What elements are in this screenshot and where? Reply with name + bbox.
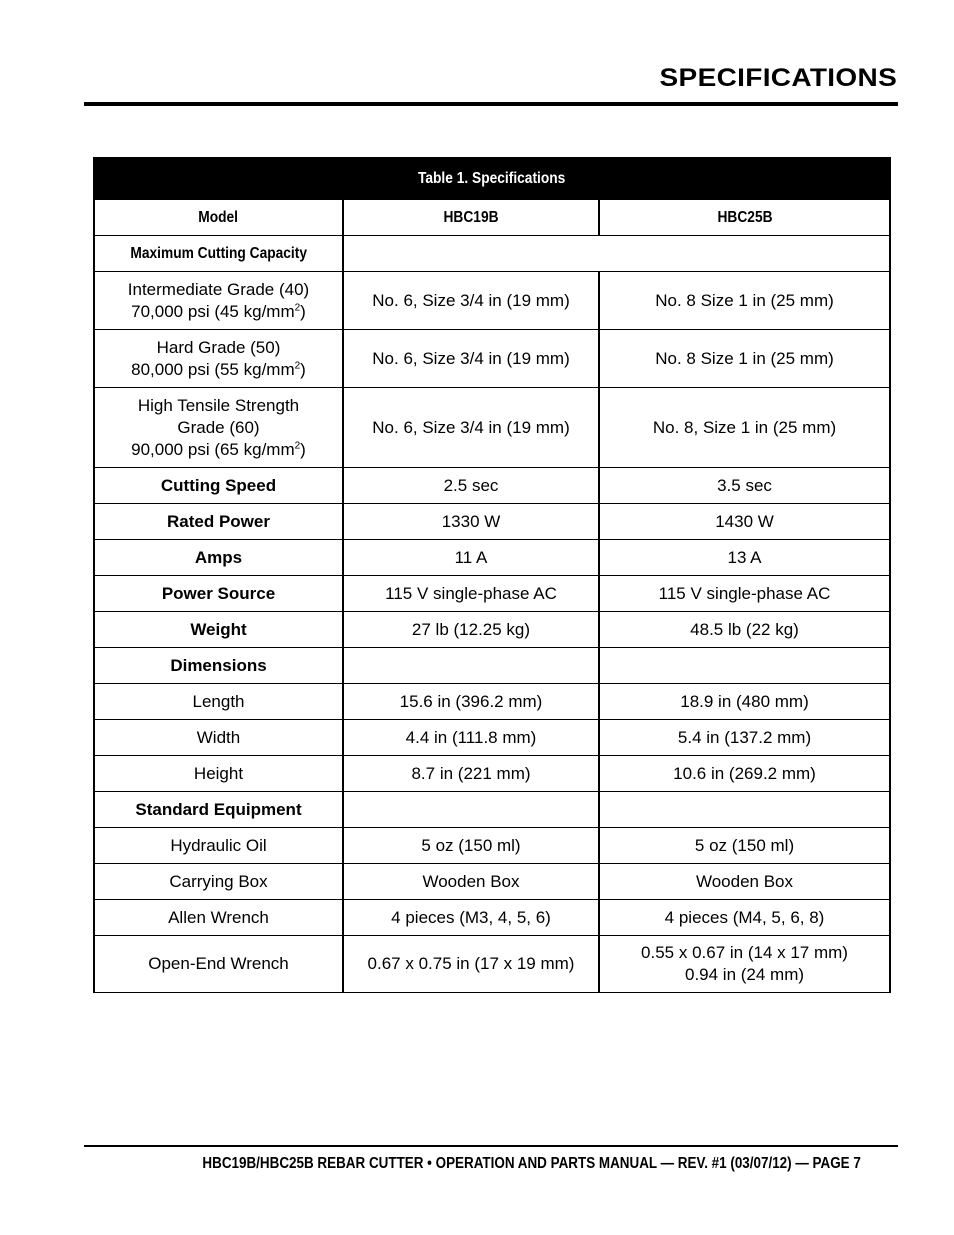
cell-value: 15.6 in (396.2 mm) <box>343 684 599 720</box>
table-row <box>94 648 890 684</box>
cell-value: 5.4 in (137.2 mm) <box>599 720 890 756</box>
table-row <box>94 330 890 388</box>
row-label: Length <box>94 684 343 720</box>
cell-value: 115 V single-phase AC <box>343 576 599 612</box>
table-row <box>94 828 890 864</box>
column-header-model: Model <box>94 200 343 236</box>
cell-value: 0.67 x 0.75 in (17 x 19 mm) <box>343 936 599 993</box>
row-label: Cutting Speed <box>94 468 343 504</box>
table-header-row <box>94 200 890 236</box>
cell-value: 0.55 x 0.67 in (14 x 17 mm) 0.94 in (24 mm) <box>599 936 890 993</box>
section-label-standard-equipment: Standard Equipment <box>94 792 343 828</box>
table-row <box>94 468 890 504</box>
row-label: Amps <box>94 540 343 576</box>
cell-value: Wooden Box <box>599 864 890 900</box>
row-label: Allen Wrench <box>94 900 343 936</box>
row-label: Height <box>94 756 343 792</box>
table-row <box>94 576 890 612</box>
table-row <box>94 540 890 576</box>
footer-rule <box>84 1145 898 1147</box>
specifications-table <box>93 157 891 993</box>
page-footer: HBC19B/HBC25B REBAR CUTTER • OPERATION AND PARTS MANUAL — REV. #1 (03/07/12) — PAGE 7 <box>202 1155 861 1172</box>
table-row <box>94 864 890 900</box>
table-row <box>94 684 890 720</box>
row-label: Open-End Wrench <box>94 936 343 993</box>
table-row <box>94 272 890 330</box>
cell-value: 8.7 in (221 mm) <box>343 756 599 792</box>
column-header-hbc19b: HBC19B <box>343 200 599 236</box>
cell-value: No. 8 Size 1 in (25 mm) <box>599 330 890 388</box>
table-row <box>94 612 890 648</box>
row-label: Rated Power <box>94 504 343 540</box>
cell-value: 18.9 in (480 mm) <box>599 684 890 720</box>
cell-value: 11 A <box>343 540 599 576</box>
row-label: High Tensile Strength Grade (60) 90,000 psi (65 $kg/mm^2$) <box>94 388 343 468</box>
cell-value: 2.5 sec <box>343 468 599 504</box>
cell-value: No. 6, Size 3/4 in (19 mm) <box>343 272 599 330</box>
table-caption: Table 1. Specifications <box>94 158 890 200</box>
table-row <box>94 900 890 936</box>
cell-value: Wooden Box <box>343 864 599 900</box>
table-row <box>94 236 890 272</box>
cell-value: No. 8 Size 1 in (25 mm) <box>599 272 890 330</box>
row-label: Width <box>94 720 343 756</box>
column-header-hbc25b: HBC25B <box>599 200 890 236</box>
table-row <box>94 756 890 792</box>
page-title: SPECIFICATIONS <box>659 64 897 92</box>
cell-value: 4.4 in (111.8 mm) <box>343 720 599 756</box>
cell-value: 48.5 lb (22 kg) <box>599 612 890 648</box>
cell-value: 5 oz (150 ml) <box>599 828 890 864</box>
table-row <box>94 504 890 540</box>
table-row <box>94 720 890 756</box>
cell-value: 13 A <box>599 540 890 576</box>
cell-value: 115 V single-phase AC <box>599 576 890 612</box>
cell-value: 4 pieces (M4, 5, 6, 8) <box>599 900 890 936</box>
row-label: Weight <box>94 612 343 648</box>
row-label: Hard Grade (50) 80,000 psi (55 $kg/mm^2$) <box>94 330 343 388</box>
cell-value: 3.5 sec <box>599 468 890 504</box>
table-row <box>94 388 890 468</box>
row-label: Carrying Box <box>94 864 343 900</box>
header-rule <box>84 102 898 106</box>
row-label: Intermediate Grade (40) 70,000 psi (45 $kg/mm^2$) <box>94 272 343 330</box>
cell-value: 1330 W <box>343 504 599 540</box>
cell-value: 10.6 in (269.2 mm) <box>599 756 890 792</box>
section-label-cutting-capacity: Maximum Cutting Capacity <box>94 236 343 272</box>
cell-value: No. 8, Size 1 in (25 mm) <box>599 388 890 468</box>
section-label-dimensions: Dimensions <box>94 648 343 684</box>
cell-value: No. 6, Size 3/4 in (19 mm) <box>343 330 599 388</box>
cell-value: 27 lb (12.25 kg) <box>343 612 599 648</box>
row-label: Power Source <box>94 576 343 612</box>
cell-value: 4 pieces (M3, 4, 5, 6) <box>343 900 599 936</box>
cell-value: 5 oz (150 ml) <box>343 828 599 864</box>
cell-value: No. 6, Size 3/4 in (19 mm) <box>343 388 599 468</box>
cell-value: 1430 W <box>599 504 890 540</box>
table-row <box>94 792 890 828</box>
table-row <box>94 936 890 993</box>
row-label: Hydraulic Oil <box>94 828 343 864</box>
